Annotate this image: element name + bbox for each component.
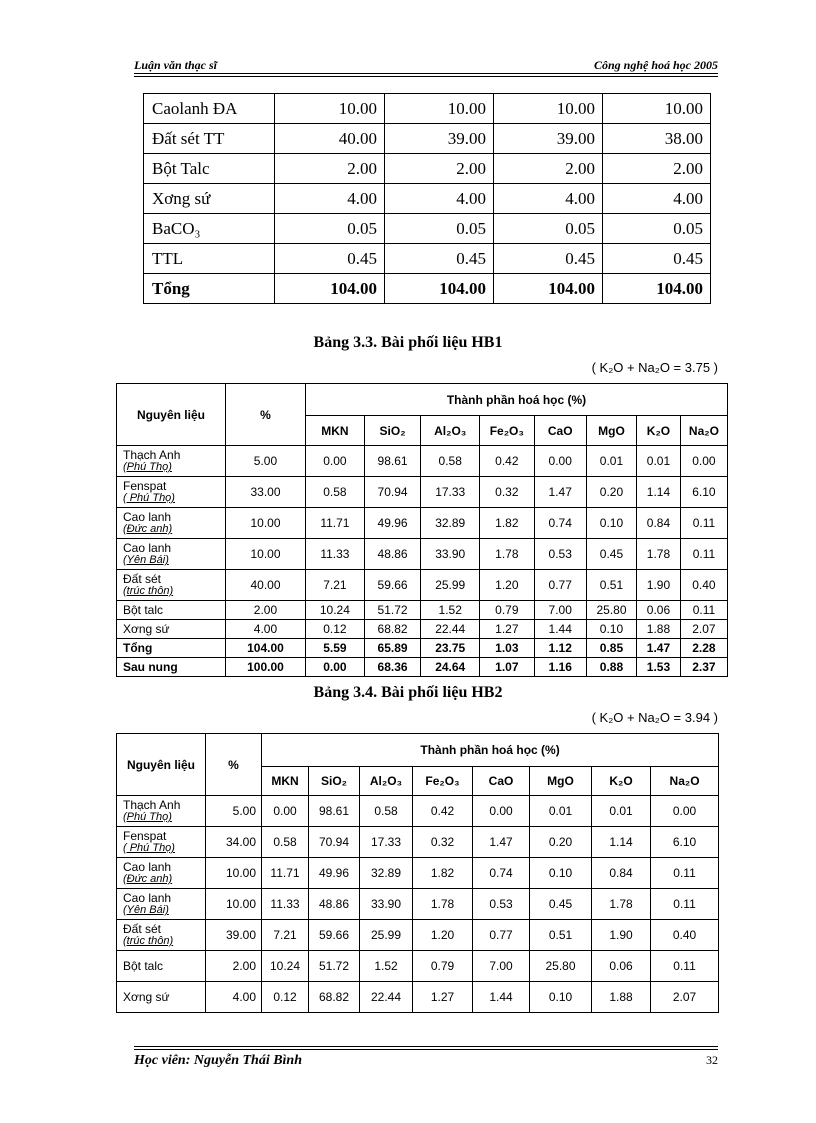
value-cell: 11.71 — [306, 508, 365, 539]
value-cell: 33.90 — [360, 889, 413, 920]
material-label: Cao lanh — [123, 541, 172, 555]
value-cell: 2.00 — [603, 154, 711, 184]
value-cell: 10.00 — [275, 94, 385, 124]
table-row — [117, 920, 719, 951]
value-cell: 0.77 — [534, 570, 586, 601]
value-cell: 1.47 — [637, 639, 681, 658]
value-cell: 0.77 — [473, 920, 530, 951]
col-header-oxide: MKN — [262, 767, 309, 796]
material-name — [117, 951, 206, 982]
footer-rule — [134, 1046, 718, 1050]
table-3-3-caption: Bảng 3.3. Bài phối liệu HB1 — [313, 334, 503, 351]
value-cell: 32.89 — [360, 858, 413, 889]
value-cell: 2.00 — [385, 154, 494, 184]
material-origin: (trúc thôn) — [123, 935, 174, 947]
value-cell: 24.64 — [421, 658, 480, 677]
value-cell: 0.74 — [473, 858, 530, 889]
value-cell: 0.12 — [306, 620, 365, 639]
percent-cell: 10.00 — [225, 539, 305, 570]
value-cell: 0.32 — [413, 827, 473, 858]
value-cell: 0.00 — [680, 446, 727, 477]
material-label: Thạch Anh — [123, 798, 181, 812]
value-cell: 1.20 — [480, 570, 534, 601]
value-cell: 4.00 — [385, 184, 494, 214]
table-row — [117, 858, 719, 889]
value-cell: 40.00 — [275, 124, 385, 154]
material-name — [117, 982, 206, 1013]
table-3-3-note: ( K₂O + Na₂O = 3.75 ) — [591, 360, 718, 375]
value-cell: 0.42 — [480, 446, 534, 477]
material-name — [117, 601, 226, 620]
value-cell: 0.74 — [534, 508, 586, 539]
value-cell: 48.86 — [309, 889, 360, 920]
value-cell: 0.11 — [651, 858, 719, 889]
value-cell: 1.78 — [413, 889, 473, 920]
value-cell: 1.47 — [534, 477, 586, 508]
value-cell: 1.88 — [592, 982, 651, 1013]
material-origin: (Yên Bái) — [123, 904, 169, 916]
material-name — [117, 539, 226, 570]
value-cell: 0.01 — [637, 446, 681, 477]
value-cell: 49.96 — [364, 508, 421, 539]
table-row — [117, 827, 719, 858]
value-cell: 1.07 — [480, 658, 534, 677]
value-cell: 0.45 — [494, 244, 603, 274]
col-header-percent: % — [225, 384, 305, 446]
page-number: 32 — [706, 1053, 718, 1067]
value-cell: 104.00 — [603, 274, 711, 304]
value-cell: 4.00 — [275, 184, 385, 214]
value-cell: 0.79 — [480, 601, 534, 620]
col-header-composition: Thành phần hoá học (%) — [262, 734, 719, 767]
material-name — [117, 620, 226, 639]
value-cell: 0.45 — [530, 889, 592, 920]
value-cell: 0.20 — [530, 827, 592, 858]
value-cell: 0.45 — [275, 244, 385, 274]
value-cell: 10.00 — [385, 94, 494, 124]
value-cell: 2.07 — [651, 982, 719, 1013]
value-cell: 1.44 — [534, 620, 586, 639]
value-cell: 0.00 — [534, 446, 586, 477]
value-cell: 0.05 — [494, 214, 603, 244]
col-header-material: Nguyên liệu — [117, 384, 226, 446]
material-origin: (Phú Thọ) — [123, 461, 172, 473]
value-cell: 1.27 — [480, 620, 534, 639]
value-cell: 0.40 — [651, 920, 719, 951]
footer-author: Học viên: Nguyễn Thái Bình — [134, 1053, 303, 1068]
value-cell: 0.00 — [262, 796, 309, 827]
table-row — [117, 951, 719, 982]
value-cell: 0.11 — [680, 601, 727, 620]
value-cell: 1.82 — [480, 508, 534, 539]
table-row — [117, 601, 728, 620]
percent-cell: 39.00 — [206, 920, 262, 951]
value-cell: 1.53 — [637, 658, 681, 677]
material-label: Cao lanh — [123, 860, 172, 874]
value-cell: 10.24 — [306, 601, 365, 620]
material-name — [117, 570, 226, 601]
percent-cell: 100.00 — [225, 658, 305, 677]
table-row — [117, 446, 728, 477]
percent-cell: 5.00 — [225, 446, 305, 477]
col-header-oxide: Fe₂O₃ — [413, 767, 473, 796]
value-cell: 0.01 — [586, 446, 636, 477]
material-origin: (Đức anh) — [123, 873, 173, 885]
value-cell: 1.78 — [592, 889, 651, 920]
value-cell: 0.06 — [637, 601, 681, 620]
value-cell: 0.58 — [421, 446, 480, 477]
material-name — [117, 796, 206, 827]
value-cell: 0.58 — [306, 477, 365, 508]
value-cell: 33.90 — [421, 539, 480, 570]
value-cell: 4.00 — [603, 184, 711, 214]
value-cell: 0.05 — [603, 214, 711, 244]
value-cell: 17.33 — [360, 827, 413, 858]
value-cell: 7.00 — [473, 951, 530, 982]
value-cell: 0.00 — [473, 796, 530, 827]
table-row — [117, 639, 728, 658]
material-name: Xơng sứ — [144, 184, 275, 214]
value-cell: 98.61 — [364, 446, 421, 477]
value-cell: 1.52 — [360, 951, 413, 982]
material-label: Xơng sứ — [123, 990, 170, 1004]
value-cell: 0.00 — [651, 796, 719, 827]
percent-cell: 4.00 — [206, 982, 262, 1013]
material-name — [117, 858, 206, 889]
value-cell: 7.00 — [534, 601, 586, 620]
value-cell: 11.33 — [306, 539, 365, 570]
material-label: Bột talc — [123, 959, 164, 973]
material-name — [117, 658, 226, 677]
value-cell: 59.66 — [309, 920, 360, 951]
material-origin: (trúc thôn) — [123, 585, 174, 597]
value-cell: 10.24 — [262, 951, 309, 982]
value-cell: 1.47 — [473, 827, 530, 858]
col-header-oxide: SiO₂ — [364, 416, 421, 446]
value-cell: 25.99 — [421, 570, 480, 601]
value-cell: 0.20 — [586, 477, 636, 508]
value-cell: 0.88 — [586, 658, 636, 677]
value-cell: 0.10 — [586, 508, 636, 539]
col-header-oxide: Fe₂O₃ — [480, 416, 534, 446]
value-cell: 0.51 — [586, 570, 636, 601]
material-label: Thạch Anh — [123, 448, 181, 462]
value-cell: 1.82 — [413, 858, 473, 889]
col-header-oxide: MKN — [306, 416, 365, 446]
table-row — [117, 477, 728, 508]
value-cell: 0.79 — [413, 951, 473, 982]
value-cell: 0.58 — [262, 827, 309, 858]
value-cell: 1.78 — [480, 539, 534, 570]
value-cell: 0.45 — [586, 539, 636, 570]
value-cell: 70.94 — [309, 827, 360, 858]
value-cell: 5.59 — [306, 639, 365, 658]
value-cell: 0.85 — [586, 639, 636, 658]
value-cell: 68.36 — [364, 658, 421, 677]
value-cell: 2.00 — [494, 154, 603, 184]
value-cell: 68.82 — [309, 982, 360, 1013]
value-cell: 2.00 — [275, 154, 385, 184]
value-cell: 0.53 — [473, 889, 530, 920]
value-cell: 38.00 — [603, 124, 711, 154]
page-header — [134, 58, 718, 72]
percent-cell: 5.00 — [206, 796, 262, 827]
value-cell: 104.00 — [494, 274, 603, 304]
value-cell: 6.10 — [680, 477, 727, 508]
percent-cell: 10.00 — [206, 858, 262, 889]
col-header-oxide: Na₂O — [680, 416, 727, 446]
value-cell: 1.90 — [592, 920, 651, 951]
material-name — [117, 446, 226, 477]
material-origin: (Đức anh) — [123, 523, 173, 535]
value-cell: 0.11 — [680, 508, 727, 539]
value-cell: 1.88 — [637, 620, 681, 639]
material-origin: ( Phú Thọ) — [123, 842, 175, 854]
value-cell: 0.53 — [534, 539, 586, 570]
value-cell: 1.27 — [413, 982, 473, 1013]
table-row — [144, 124, 711, 154]
header-right: Công nghệ hoá học 2005 — [593, 58, 718, 72]
material-label: Cao lanh — [123, 510, 172, 524]
value-cell: 1.20 — [413, 920, 473, 951]
value-cell: 25.80 — [530, 951, 592, 982]
value-cell: 104.00 — [385, 274, 494, 304]
table-row — [117, 508, 728, 539]
value-cell: 17.33 — [421, 477, 480, 508]
value-cell: 25.80 — [586, 601, 636, 620]
value-cell: 0.84 — [592, 858, 651, 889]
value-cell: 59.66 — [364, 570, 421, 601]
table-row — [144, 274, 711, 304]
table-row — [117, 539, 728, 570]
material-name: Caolanh ĐA — [144, 94, 275, 124]
value-cell: 0.01 — [592, 796, 651, 827]
value-cell: 25.99 — [360, 920, 413, 951]
value-cell: 1.14 — [637, 477, 681, 508]
percent-cell: 10.00 — [225, 508, 305, 539]
material-label: Fenspat — [123, 479, 167, 493]
value-cell: 1.52 — [421, 601, 480, 620]
value-cell: 0.00 — [306, 446, 365, 477]
value-cell: 39.00 — [494, 124, 603, 154]
material-origin: ( Phú Thọ) — [123, 492, 175, 504]
material-name — [117, 920, 206, 951]
value-cell: 7.21 — [306, 570, 365, 601]
value-cell: 70.94 — [364, 477, 421, 508]
material-table-continued — [143, 93, 711, 304]
value-cell: 4.00 — [494, 184, 603, 214]
value-cell: 22.44 — [360, 982, 413, 1013]
value-cell: 49.96 — [309, 858, 360, 889]
value-cell: 0.06 — [592, 951, 651, 982]
material-name: TTL — [144, 244, 275, 274]
col-header-oxide: K₂O — [592, 767, 651, 796]
value-cell: 1.12 — [534, 639, 586, 658]
value-cell: 0.05 — [275, 214, 385, 244]
value-cell: 10.00 — [603, 94, 711, 124]
value-cell: 65.89 — [364, 639, 421, 658]
percent-cell: 34.00 — [206, 827, 262, 858]
value-cell: 0.84 — [637, 508, 681, 539]
material-name — [117, 477, 226, 508]
value-cell: 22.44 — [421, 620, 480, 639]
value-cell: 2.28 — [680, 639, 727, 658]
table-3-4-note: ( K₂O + Na₂O = 3.94 ) — [591, 710, 718, 725]
material-origin: (Phú Thọ) — [123, 811, 172, 823]
table-3-3 — [116, 383, 728, 677]
percent-cell: 33.00 — [225, 477, 305, 508]
material-name — [117, 508, 226, 539]
col-header-oxide: CaO — [473, 767, 530, 796]
value-cell: 1.03 — [480, 639, 534, 658]
col-header-oxide: Al₂O₃ — [421, 416, 480, 446]
value-cell: 10.00 — [494, 94, 603, 124]
percent-cell: 4.00 — [225, 620, 305, 639]
value-cell: 1.44 — [473, 982, 530, 1013]
material-name — [117, 827, 206, 858]
table-row — [144, 154, 711, 184]
material-label: Cao lanh — [123, 891, 172, 905]
col-header-oxide: K₂O — [637, 416, 681, 446]
col-header-composition: Thành phần hoá học (%) — [306, 384, 728, 416]
material-label: Fenspat — [123, 829, 167, 843]
material-name: BaCO₃ — [144, 214, 275, 244]
value-cell: 11.33 — [262, 889, 309, 920]
table-3-4-caption: Bảng 3.4. Bài phối liệu HB2 — [313, 684, 503, 701]
table-row — [117, 982, 719, 1013]
value-cell: 0.05 — [385, 214, 494, 244]
value-cell: 11.71 — [262, 858, 309, 889]
value-cell: 48.86 — [364, 539, 421, 570]
col-header-percent: % — [206, 734, 262, 796]
value-cell: 51.72 — [364, 601, 421, 620]
value-cell: 0.00 — [306, 658, 365, 677]
col-header-oxide: MgO — [530, 767, 592, 796]
value-cell: 32.89 — [421, 508, 480, 539]
value-cell: 104.00 — [275, 274, 385, 304]
value-cell: 0.10 — [530, 858, 592, 889]
value-cell: 2.37 — [680, 658, 727, 677]
value-cell: 1.16 — [534, 658, 586, 677]
value-cell: 0.11 — [651, 951, 719, 982]
material-name — [117, 639, 226, 658]
col-header-material: Nguyên liệu — [117, 734, 206, 796]
header-rule — [134, 73, 718, 77]
table-3-4 — [116, 733, 719, 1013]
table-row — [117, 796, 719, 827]
value-cell: 0.32 — [480, 477, 534, 508]
table-row — [117, 570, 728, 601]
percent-cell: 2.00 — [206, 951, 262, 982]
material-name: Đất sét TT — [144, 124, 275, 154]
value-cell: 51.72 — [309, 951, 360, 982]
material-label: Đất sét — [123, 922, 162, 936]
value-cell: 0.10 — [586, 620, 636, 639]
percent-cell: 40.00 — [225, 570, 305, 601]
material-label: Tổng — [123, 641, 153, 655]
percent-cell: 10.00 — [206, 889, 262, 920]
col-header-oxide: SiO₂ — [309, 767, 360, 796]
table-row — [144, 94, 711, 124]
value-cell: 0.45 — [385, 244, 494, 274]
material-label: Bột talc — [123, 603, 164, 617]
table-row — [144, 244, 711, 274]
value-cell: 0.42 — [413, 796, 473, 827]
table-row — [144, 214, 711, 244]
percent-cell: 2.00 — [225, 601, 305, 620]
material-label: Xơng sứ — [123, 622, 170, 636]
header-left: Luận văn thạc sĩ — [134, 58, 218, 72]
value-cell: 0.51 — [530, 920, 592, 951]
table-row — [144, 184, 711, 214]
table-row — [117, 658, 728, 677]
col-header-oxide: CaO — [534, 416, 586, 446]
value-cell: 0.40 — [680, 570, 727, 601]
value-cell: 2.07 — [680, 620, 727, 639]
value-cell: 0.11 — [680, 539, 727, 570]
value-cell: 39.00 — [385, 124, 494, 154]
col-header-oxide: Na₂O — [651, 767, 719, 796]
value-cell: 98.61 — [309, 796, 360, 827]
value-cell: 1.90 — [637, 570, 681, 601]
table-row — [117, 620, 728, 639]
value-cell: 68.82 — [364, 620, 421, 639]
value-cell: 0.12 — [262, 982, 309, 1013]
material-name: Tổng — [144, 274, 275, 304]
value-cell: 0.58 — [360, 796, 413, 827]
percent-cell: 104.00 — [225, 639, 305, 658]
material-label: Sau nung — [123, 660, 178, 674]
col-header-oxide: MgO — [586, 416, 636, 446]
value-cell: 0.01 — [530, 796, 592, 827]
material-name: Bột Talc — [144, 154, 275, 184]
value-cell: 23.75 — [421, 639, 480, 658]
value-cell: 0.10 — [530, 982, 592, 1013]
material-origin: (Yên Bái) — [123, 554, 169, 566]
material-name — [117, 889, 206, 920]
col-header-oxide: Al₂O₃ — [360, 767, 413, 796]
table-row — [117, 889, 719, 920]
value-cell: 0.11 — [651, 889, 719, 920]
material-label: Đất sét — [123, 572, 162, 586]
value-cell: 7.21 — [262, 920, 309, 951]
value-cell: 6.10 — [651, 827, 719, 858]
value-cell: 0.45 — [603, 244, 711, 274]
value-cell: 1.78 — [637, 539, 681, 570]
value-cell: 1.14 — [592, 827, 651, 858]
